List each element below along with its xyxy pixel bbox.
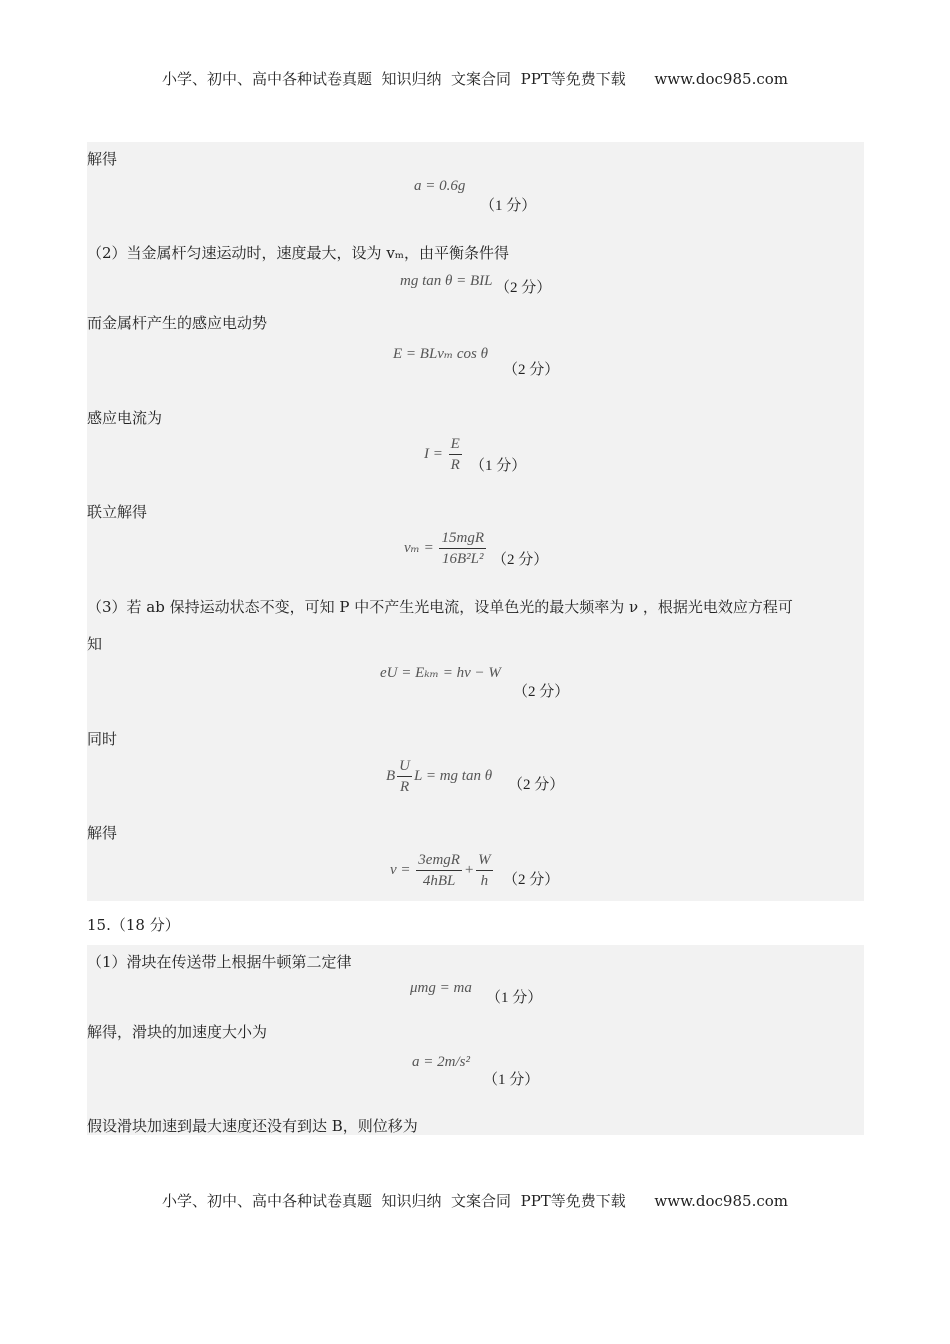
equation: vₘ = $\frac{\text{15mgR}}{\text{16B²L²}}$ xyxy=(404,530,484,567)
text-line: （2）当金属杆匀速运动时，速度最大，设为 vₘ，由平衡条件得 xyxy=(87,244,509,262)
equation: mg tan θ = BIL xyxy=(400,273,493,289)
text-line: 解得，滑块的加速度大小为 xyxy=(87,1023,268,1041)
page-footer: 小学、初中、高中各种试卷真题 知识归纳 文案合同 PPT等免费下载 www.doc985.com xyxy=(161,1192,788,1210)
text-line: （3）若 ab 保持运动状态不变，可知 P 中不产生光电流，设单色光的最大频率为 ν ，根据光电效应方程可 xyxy=(87,598,793,616)
score-label: （2 分） xyxy=(503,362,560,378)
equation: ν = $\frac{\text{3emgR}}{\text{4hBL}}$ + $\frac{W}{h}$ xyxy=(390,852,491,889)
text-line: 解得 xyxy=(87,150,118,168)
text-line: （1）滑块在传送带上根据牛顿第二定律 xyxy=(87,953,352,971)
score-label: （2 分） xyxy=(503,872,560,888)
score-label: （1 分） xyxy=(483,1072,540,1088)
equation: eU = Eₖₘ = hν − W xyxy=(380,665,501,681)
equation: B $\frac{U}{R}$ L = mg tan θ xyxy=(386,758,493,795)
text-line: 解得 xyxy=(87,824,118,842)
text-line: 联立解得 xyxy=(87,503,148,521)
question-title: 15.（18 分） xyxy=(87,916,180,934)
equation: a = 2m/s² xyxy=(412,1054,470,1070)
score-label: （2 分） xyxy=(513,684,570,700)
score-label: （1 分） xyxy=(480,198,537,214)
text-line: 知 xyxy=(87,635,103,653)
text-line: 同时 xyxy=(87,730,118,748)
text-line: 假设滑块加速到最大速度还没有到达 B，则位移为 xyxy=(87,1117,418,1135)
page-header: 小学、初中、高中各种试卷真题 知识归纳 文案合同 PPT等免费下载 www.doc985.com xyxy=(161,70,788,88)
score-label: （1 分） xyxy=(486,990,543,1006)
score-label: （2 分） xyxy=(492,552,549,568)
score-label: （2 分） xyxy=(508,777,565,793)
equation: I = $\frac{E}{R}$ xyxy=(424,436,460,473)
equation: μmg = ma xyxy=(410,980,472,996)
equation: a = 0.6g xyxy=(414,178,466,194)
equation: E = BLvₘ cos θ xyxy=(393,346,489,362)
score-label: （1 分） xyxy=(470,458,527,474)
text-line: 而金属杆产生的感应电动势 xyxy=(87,314,268,332)
text-line: 感应电流为 xyxy=(87,409,163,427)
score-label: （2 分） xyxy=(495,280,552,296)
